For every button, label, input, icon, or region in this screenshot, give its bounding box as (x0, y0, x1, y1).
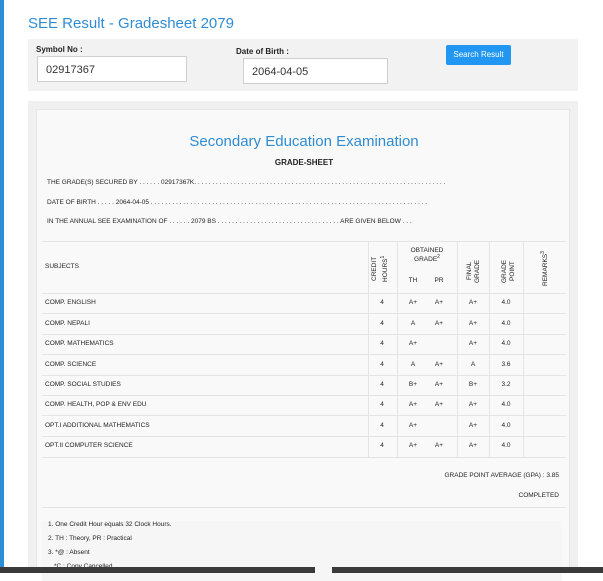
header-final-grade: FINAL GRADE (466, 259, 481, 283)
symbol-label: Symbol No : (36, 45, 83, 54)
header-credit-hours: CREDIT HOURS$^1$ (371, 255, 390, 283)
subject-name: COMP. SCIENCE (45, 361, 97, 368)
row-divider (42, 415, 566, 416)
header-th: TH (408, 277, 418, 284)
th-grade: A (410, 361, 416, 368)
horizontal-scrollbar[interactable] (0, 567, 315, 573)
final-grade: A+ (468, 442, 478, 449)
final-grade: A+ (468, 320, 478, 327)
page-title: SEE Result - Gradesheet 2079 (28, 15, 234, 32)
th-grade: A+ (408, 340, 418, 347)
exam-title: Secondary Education Examination (189, 133, 419, 150)
subject-name: COMP. SOCIAL STUDIES (45, 381, 121, 388)
pr-grade: A+ (434, 381, 444, 388)
result-status: COMPLETED (518, 492, 559, 499)
notes-divider (42, 507, 566, 508)
credit-value: 4 (380, 320, 384, 327)
pr-grade: A+ (434, 320, 444, 327)
grade-point: 4.0 (501, 442, 511, 449)
grade-point: 4.0 (501, 299, 511, 306)
table-bottom-border (42, 457, 566, 458)
footnote: 2. TH : Theory, PR : Practical (48, 535, 132, 542)
footnote: 1. One Credit Hour equals 32 Clock Hours. (48, 521, 172, 528)
th-grade: B+ (408, 381, 418, 388)
table-col-divider (368, 241, 369, 457)
final-grade: B+ (468, 381, 478, 388)
grade-point: 4.0 (501, 320, 511, 327)
header-remarks: REMARKS$^3$ (540, 251, 550, 287)
credit-value: 4 (380, 422, 384, 429)
secured-by-line: THE GRADE(S) SECURED BY . . . . . . 02917367K. . . . . . . . . . . . . . . . . . . . . . . . . . . . . . . . . . . . . . . . . . . . . . . . . . . . . . . . . . . . . . . . . . . . . . (47, 179, 446, 186)
pr-grade: A+ (434, 401, 444, 408)
final-grade: A+ (468, 299, 478, 306)
grade-point: 4.0 (501, 422, 511, 429)
row-divider (42, 313, 566, 314)
dob-input[interactable]: 2064-04-05 (243, 58, 388, 84)
horizontal-scrollbar[interactable] (332, 567, 603, 573)
pr-grade: A+ (434, 361, 444, 368)
pr-grade: A+ (434, 299, 444, 306)
th-grade: A+ (408, 299, 418, 306)
dob-line: DATE OF BIRTH . . . . . 2064-04-05 . . . . . . . . . . . . . . . . . . . . . . . . . . . . . . . . . . . . . . . . . . . . . . . . . . . . . . . . . . . . . . . . . . . . . . . . . . . . . (47, 199, 428, 206)
row-divider (42, 354, 566, 355)
header-pr: PR (434, 277, 444, 284)
table-col-divider (397, 241, 398, 457)
row-divider (42, 436, 566, 437)
header-grade-point: GRADE POINT (501, 259, 516, 283)
th-grade: A+ (408, 442, 418, 449)
final-grade: A+ (468, 422, 478, 429)
exam-year-line: IN THE ANNUAL SEE EXAMINATION OF . . . . . . 2079 BS . . . . . . . . . . . . . . . . . . . . . . . . . . . . . . . . . . ARE GIVEN BELOW . . . (47, 218, 412, 225)
subject-name: COMP. HEALTH, POP & ENV EDU (45, 401, 147, 408)
final-grade: A (470, 361, 476, 368)
gradesheet-container (28, 101, 578, 573)
credit-value: 4 (380, 361, 384, 368)
search-panel (28, 39, 578, 91)
table-header-border (42, 293, 566, 294)
footnote: 3. *@ : Absent (48, 549, 90, 556)
row-divider (42, 395, 566, 396)
search-result-button[interactable]: Search Result (446, 45, 511, 65)
grade-point: 4.0 (501, 340, 511, 347)
left-accent-bar (0, 0, 4, 573)
table-col-divider (489, 241, 490, 457)
gradesheet (36, 109, 570, 573)
th-grade: A+ (408, 401, 418, 408)
header-subjects: SUBJECTS (45, 263, 79, 270)
header-obtained-grade: OBTAINED GRADE$^2$ (410, 247, 444, 264)
grade-point: 4.0 (501, 401, 511, 408)
pr-grade: A+ (434, 442, 444, 449)
table-col-divider (523, 241, 524, 457)
symbol-input[interactable]: 02917367 (37, 56, 187, 82)
subject-name: COMP. ENGLISH (45, 299, 96, 306)
grade-point: 3.6 (501, 361, 511, 368)
subject-name: COMP. MATHEMATICS (45, 340, 114, 347)
th-grade: A (410, 320, 416, 327)
gpa-text: GRADE POINT AVERAGE (GPA) : 3.85 (444, 472, 559, 479)
th-grade: A+ (408, 422, 418, 429)
subject-name: COMP. NEPALI (45, 320, 90, 327)
grade-point: 3.2 (501, 381, 511, 388)
final-grade: A+ (468, 340, 478, 347)
credit-value: 4 (380, 381, 384, 388)
final-grade: A+ (468, 401, 478, 408)
credit-value: 4 (380, 340, 384, 347)
subject-name: OPT.I ADDITIONAL MATHEMATICS (45, 422, 150, 429)
credit-value: 4 (380, 299, 384, 306)
dob-label: Date of Birth : (236, 47, 289, 56)
credit-value: 4 (380, 442, 384, 449)
credit-value: 4 (380, 401, 384, 408)
gradesheet-subtitle: GRADE-SHEET (274, 158, 334, 167)
subject-name: OPT.II COMPUTER SCIENCE (45, 442, 133, 449)
table-col-divider (457, 241, 458, 457)
row-divider (42, 334, 566, 335)
table-top-border (42, 241, 566, 242)
row-divider (42, 375, 566, 376)
